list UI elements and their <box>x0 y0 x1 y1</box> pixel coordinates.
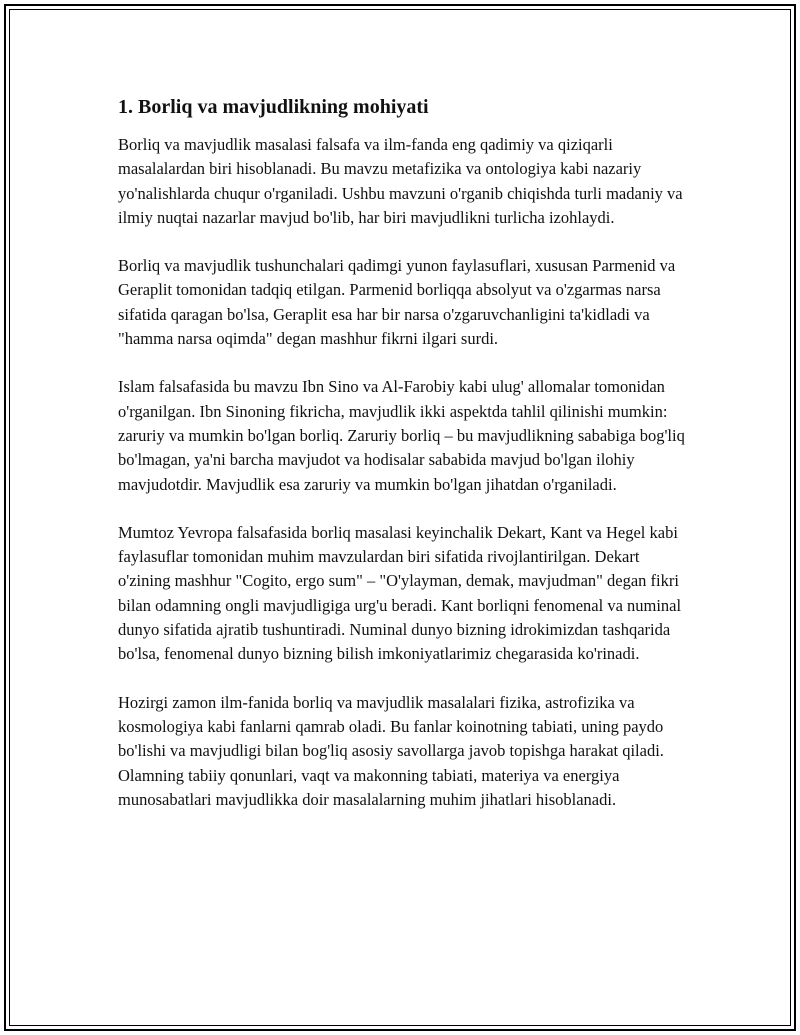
paragraph-islamic-philosophy: Islam falsafasida bu mavzu Ibn Sino va Al-Farobiy kabi ulug' allomalar tomonidan o'rganilgan. Ibn Sinoning fikricha, mavjudlik ikki aspektda tahlil qilinishi mumkin: zaruriy va mumkin bo'lgan borliq. Zaruriy borliq – bu mavjudlikning sababiga bog'liq bo'lmagan, ya'ni barcha mavjudot va hodisalar sababida mavjud bo'lgan ilohiy mavjudotdir. Mavjudlik esa zaruriy va mumkin bo'lgan jihatdan o'rganiladi. <box>118 377 685 494</box>
paragraph-modern-science: Hozirgi zamon ilm-fanida borliq va mavjudlik masalalari fizika, astrofizika va kosmologiya kabi fanlarni qamrab oladi. Bu fanlar koinotning tabiati, uning paydo bo'lishi va mavjudligi bilan bog'liq asosiy savollarga javob topishga harakat qiladi. Olamning tabiiy qonunlari, vaqt va makonning tabiati, materiya va energiya munosabatlari mavjudlikka doir masalalarning muhim jihatlari hisoblanadi. <box>118 692 664 809</box>
paragraph-ancient-greek: Borliq va mavjudlik tushunchalari qadimgi yunon faylasuflari, xususan Parmenid va Geraplit tomonidan tadqiq etilgan. Parmenid borliqqa absolyut va o'zgarmas narsa sifatida qaragan bo'lsa, Geraplit esa har bir narsa o'zgaruvchanligini ta'kidladi va "hamma narsa oqimda" degan mashhur fikrni ilgari surdi. <box>118 256 676 349</box>
paragraph-intro: Borliq va mavjudlik masalasi falsafa va ilm-fanda eng qadimiy va qiziqarli masalalardan biri hisoblanadi. Bu mavzu metafizika va ontologiya kabi nazariy yo'nalishlarda chuqur o'rganiladi. Ushbu mavzuni o'rganib chiqishda turli madaniy va ilmiy nuqtai nazarlar mavjud bo'lib, har biri mavjudlikni turlicha izohlaydi. <box>118 135 683 227</box>
document-body <box>118 93 688 836</box>
section-heading: 1. Borliq va mavjudlikning mohiyati <box>118 96 429 118</box>
paragraph-european-philosophy: Mumtoz Yevropa falsafasida borliq masalasi keyinchalik Dekart, Kant va Hegel kabi faylasuflar tomonidan muhim mavzulardan biri sifatida rivojlantirilgan. Dekart o'zining mashhur "Cogito, ergo sum" – "O'ylayman, demak, mavjudman" degan fikri bilan odamning ongli mavjudligiga urg'u beradi. Kant borliqni fenomenal va numinal dunyo sifatida ajratib tushuntiradi. Numinal dunyo bizning idrokimizdan tashqarida bo'lsa, fenomenal dunyo bizning bilish imkoniyatlarimiz chegarasida ko'rinadi. <box>118 522 682 664</box>
